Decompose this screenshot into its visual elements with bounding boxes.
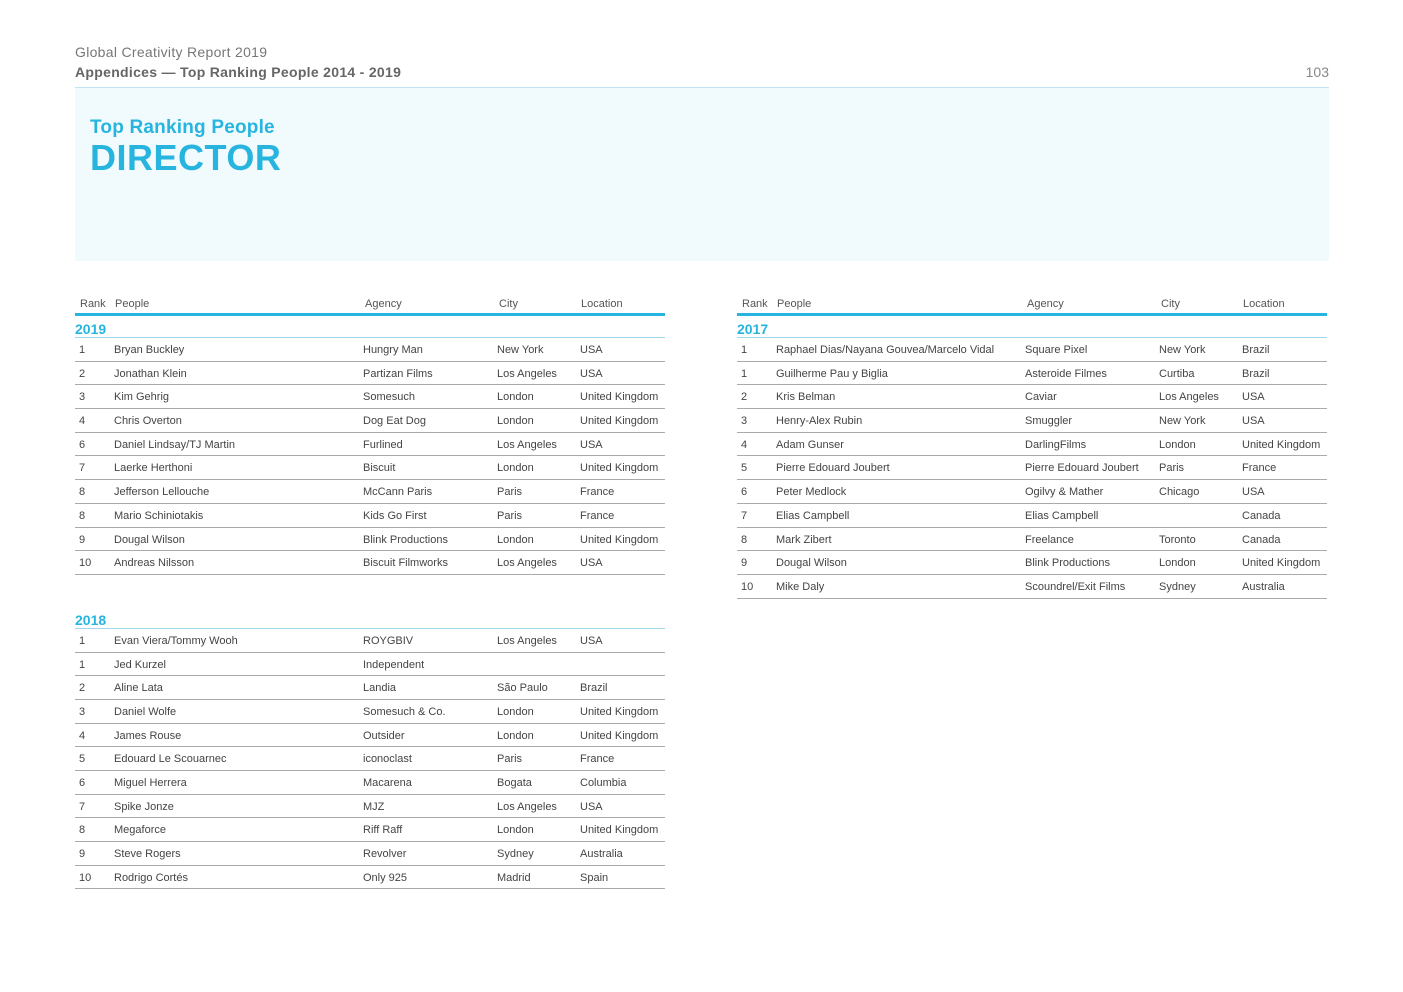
table-row — [737, 433, 1327, 457]
table-header — [75, 296, 665, 316]
rank-cell: 10 — [79, 557, 92, 570]
table-row — [737, 385, 1327, 409]
rank-cell: 1 — [741, 367, 748, 380]
location-cell: United Kingdom — [580, 705, 659, 718]
people-cell: Elias Campbell — [776, 509, 850, 522]
location-cell: Brazil — [1242, 344, 1270, 356]
rank-cell: 2 — [741, 391, 748, 404]
table-row — [75, 362, 665, 386]
column-header-city: City — [499, 298, 518, 310]
city-cell: Paris — [497, 509, 523, 522]
people-cell: Spike Jonze — [114, 800, 174, 813]
year-heading-2018: 2018 — [75, 607, 665, 629]
people-cell: Kim Gehrig — [114, 391, 170, 404]
table-row — [737, 575, 1327, 599]
city-cell: Chicago — [1159, 486, 1200, 499]
agency-cell: Scoundrel/Exit Films — [1025, 580, 1126, 593]
table-row — [75, 338, 665, 362]
city-cell: São Paulo — [497, 682, 548, 695]
people-cell: Kris Belman — [776, 391, 836, 404]
city-cell: London — [1159, 438, 1196, 451]
people-cell: Rodrigo Cortés — [114, 871, 188, 884]
table-row — [75, 771, 665, 795]
rank-cell: 4 — [741, 438, 748, 451]
table-row — [75, 480, 665, 504]
people-cell: Mario Schiniotakis — [114, 509, 204, 522]
agency-cell: Landia — [363, 682, 397, 695]
location-cell: United Kingdom — [1242, 557, 1321, 570]
people-cell: Mark Zibert — [776, 533, 832, 546]
table-row — [75, 629, 665, 653]
city-cell: Los Angeles — [1159, 391, 1219, 404]
location-cell: Brazil — [1242, 367, 1270, 380]
rank-cell: 8 — [79, 509, 86, 522]
column-header-agency: Agency — [1027, 298, 1064, 310]
agency-cell: Independent — [363, 658, 425, 671]
table-row — [75, 818, 665, 842]
city-cell: Los Angeles — [497, 800, 557, 813]
table-row — [737, 504, 1327, 528]
column-header-people: People — [777, 298, 812, 310]
location-cell: Spain — [580, 871, 609, 884]
city-cell: London — [497, 824, 534, 837]
rank-cell: 9 — [79, 848, 86, 861]
table-row — [737, 409, 1327, 433]
rank-cell: 2 — [79, 367, 86, 380]
rank-cell: 9 — [79, 533, 86, 546]
city-cell: Paris — [497, 486, 523, 499]
table-row — [75, 795, 665, 819]
agency-cell: Smuggler — [1025, 415, 1073, 428]
rank-cell: 5 — [79, 753, 86, 766]
location-cell: United Kingdom — [580, 824, 659, 837]
location-cell: USA — [1242, 391, 1265, 404]
city-cell: Madrid — [497, 871, 531, 884]
rank-cell: 3 — [79, 705, 86, 718]
people-cell: Mike Daly — [776, 580, 825, 593]
location-cell: Brazil — [580, 682, 608, 695]
agency-cell: Only 925 — [363, 871, 408, 884]
table-2018 — [75, 629, 665, 890]
location-cell: United Kingdom — [580, 415, 659, 428]
table-row — [75, 747, 665, 771]
table-2019 — [75, 338, 665, 575]
rank-cell: 10 — [741, 580, 754, 593]
banner-title: DIRECTOR — [90, 137, 282, 178]
rank-cell: 1 — [79, 634, 86, 647]
city-cell: Curtiba — [1159, 367, 1195, 380]
agency-cell: Blink Productions — [363, 533, 448, 546]
rank-cell: 7 — [79, 462, 86, 475]
table-row — [75, 456, 665, 480]
agency-cell: McCann Paris — [363, 486, 433, 499]
agency-cell: ROYGBIV — [363, 634, 414, 647]
rank-cell: 4 — [79, 415, 86, 428]
people-cell: Laerke Herthoni — [114, 462, 193, 475]
rank-cell: 6 — [79, 777, 86, 789]
year-heading-2017: 2017 — [737, 316, 1327, 338]
rank-cell: 5 — [741, 462, 748, 475]
people-cell: Megaforce — [114, 824, 166, 837]
year-heading-2019: 2019 — [75, 316, 665, 338]
column-header-location: Location — [581, 298, 623, 310]
agency-cell: Biscuit — [363, 462, 396, 475]
city-cell: New York — [1159, 344, 1206, 356]
people-cell: Miguel Herrera — [114, 777, 187, 789]
people-cell: Chris Overton — [114, 415, 182, 428]
table-row — [75, 842, 665, 866]
location-cell: Australia — [580, 848, 623, 861]
location-cell: France — [580, 486, 615, 499]
table-row — [75, 676, 665, 700]
location-cell: Australia — [1242, 580, 1285, 593]
location-cell: United Kingdom — [580, 391, 659, 404]
people-cell: Jed Kurzel — [114, 658, 166, 671]
agency-cell: Revolver — [363, 848, 407, 861]
city-cell: New York — [1159, 415, 1206, 428]
agency-cell: Somesuch — [363, 391, 415, 404]
people-cell: Jefferson Lellouche — [114, 486, 210, 499]
page-header — [75, 42, 1329, 88]
people-cell: Andreas Nilsson — [114, 557, 195, 570]
table-row — [737, 456, 1327, 480]
table-row — [75, 409, 665, 433]
rank-cell: 7 — [741, 509, 748, 522]
rank-cell: 6 — [741, 486, 748, 499]
people-cell: Steve Rogers — [114, 848, 181, 861]
location-cell: France — [580, 509, 615, 522]
location-cell: USA — [580, 367, 603, 380]
location-cell: USA — [1242, 486, 1265, 499]
people-cell: Adam Gunser — [776, 438, 844, 451]
people-cell: Edouard Le Scouarnec — [114, 753, 227, 766]
report-title: Global Creativity Report 2019 — [75, 44, 268, 60]
table-row — [75, 504, 665, 528]
table-row — [75, 385, 665, 409]
location-cell: USA — [580, 438, 603, 451]
location-cell: United Kingdom — [580, 729, 659, 742]
city-cell: Bogata — [497, 777, 532, 789]
rank-cell: 1 — [741, 344, 748, 356]
agency-cell: Pierre Edouard Joubert — [1025, 462, 1139, 475]
people-cell: Guilherme Pau y Biglia — [776, 367, 888, 380]
agency-cell: Outsider — [363, 729, 405, 742]
table-row — [737, 480, 1327, 504]
agency-cell: Elias Campbell — [1025, 509, 1099, 522]
people-cell: Daniel Wolfe — [114, 705, 177, 718]
right-column — [737, 296, 1327, 599]
rank-cell: 3 — [741, 415, 748, 428]
column-header-rank: Rank — [80, 298, 106, 310]
people-cell: Daniel Lindsay/TJ Martin — [114, 438, 236, 451]
agency-cell: Kids Go First — [363, 509, 427, 522]
agency-cell: Blink Productions — [1025, 557, 1110, 570]
people-cell: Dougal Wilson — [776, 557, 847, 570]
location-cell: United Kingdom — [1242, 438, 1321, 451]
rank-cell: 1 — [79, 658, 86, 671]
agency-cell: Biscuit Filmworks — [363, 557, 448, 570]
city-cell: Los Angeles — [497, 557, 557, 570]
table-header — [737, 296, 1327, 316]
rank-cell: 9 — [741, 557, 748, 570]
agency-cell: Caviar — [1025, 391, 1057, 404]
city-cell: London — [497, 705, 534, 718]
rank-cell: 6 — [79, 438, 86, 451]
location-cell: France — [1242, 462, 1277, 475]
city-cell: London — [497, 533, 534, 546]
agency-cell: MJZ — [363, 800, 385, 813]
location-cell: United Kingdom — [580, 533, 659, 546]
column-header-agency: Agency — [365, 298, 402, 310]
table-row — [75, 528, 665, 552]
table-row — [737, 338, 1327, 362]
location-cell: Canada — [1242, 533, 1281, 546]
rank-cell: 2 — [79, 682, 86, 695]
left-column — [75, 296, 665, 889]
location-cell: USA — [580, 344, 603, 356]
city-cell: Paris — [1159, 462, 1185, 475]
table-2017 — [737, 338, 1327, 599]
city-cell: New York — [497, 344, 544, 356]
table-row — [75, 551, 665, 575]
agency-cell: Ogilvy & Mather — [1025, 486, 1104, 499]
city-cell: London — [1159, 557, 1196, 570]
agency-cell: Asteroide Filmes — [1025, 367, 1107, 380]
table-row — [75, 433, 665, 457]
agency-cell: Partizan Films — [363, 367, 433, 380]
column-header-location: Location — [1243, 298, 1285, 310]
city-cell: London — [497, 729, 534, 742]
agency-cell: Dog Eat Dog — [363, 415, 426, 428]
city-cell: Los Angeles — [497, 634, 557, 647]
city-cell: Toronto — [1159, 533, 1196, 546]
city-cell: London — [497, 415, 534, 428]
page-number: 103 — [1305, 64, 1329, 80]
location-cell: USA — [580, 800, 603, 813]
rank-cell: 1 — [79, 344, 86, 356]
city-cell: Sydney — [497, 848, 534, 861]
rank-cell: 8 — [79, 824, 86, 837]
people-cell: Henry-Alex Rubin — [776, 415, 863, 428]
city-cell: Paris — [497, 753, 523, 766]
agency-cell: Riff Raff — [363, 824, 403, 837]
rank-cell: 4 — [79, 729, 86, 742]
agency-cell: Hungry Man — [363, 344, 423, 356]
table-row — [75, 700, 665, 724]
agency-cell: DarlingFilms — [1025, 438, 1087, 451]
location-cell: Canada — [1242, 509, 1281, 522]
table-row — [75, 724, 665, 748]
column-header-city: City — [1161, 298, 1180, 310]
rank-cell: 8 — [79, 486, 86, 499]
people-cell: James Rouse — [114, 729, 182, 742]
city-cell: Sydney — [1159, 580, 1196, 593]
people-cell: Bryan Buckley — [114, 344, 185, 356]
city-cell: Los Angeles — [497, 438, 557, 451]
location-cell: USA — [580, 557, 603, 570]
table-row — [737, 528, 1327, 552]
column-header-people: People — [115, 298, 150, 310]
agency-cell: iconoclast — [363, 753, 412, 766]
rank-cell: 10 — [79, 871, 92, 884]
rank-cell: 3 — [79, 391, 86, 404]
people-cell: Jonathan Klein — [114, 367, 187, 380]
column-header-rank: Rank — [742, 298, 768, 310]
people-cell: Dougal Wilson — [114, 533, 185, 546]
rank-cell: 7 — [79, 800, 86, 813]
city-cell: Los Angeles — [497, 367, 557, 380]
table-row — [737, 551, 1327, 575]
section-title: Appendices — Top Ranking People 2014 - 2019 — [75, 64, 402, 80]
banner-subtitle: Top Ranking People — [90, 117, 275, 138]
people-cell: Pierre Edouard Joubert — [776, 462, 890, 475]
table-row — [75, 866, 665, 890]
table-row — [737, 362, 1327, 386]
rank-cell: 8 — [741, 533, 748, 546]
city-cell: London — [497, 462, 534, 475]
people-cell: Evan Viera/Tommy Wooh — [114, 634, 238, 647]
people-cell: Raphael Dias/Nayana Gouvea/Marcelo Vidal — [776, 344, 995, 356]
agency-cell: Furlined — [363, 438, 403, 451]
people-cell: Aline Lata — [114, 682, 163, 695]
agency-cell: Freelance — [1025, 533, 1074, 546]
agency-cell: Somesuch & Co. — [363, 705, 446, 718]
agency-cell: Macarena — [363, 777, 412, 789]
agency-cell: Square Pixel — [1025, 344, 1088, 356]
title-banner — [75, 88, 1329, 261]
city-cell: London — [497, 391, 534, 404]
location-cell: France — [580, 753, 615, 766]
location-cell: USA — [1242, 415, 1265, 428]
location-cell: United Kingdom — [580, 462, 659, 475]
table-row — [75, 653, 665, 677]
location-cell: Columbia — [580, 777, 627, 789]
location-cell: USA — [580, 634, 603, 647]
people-cell: Peter Medlock — [776, 486, 847, 499]
